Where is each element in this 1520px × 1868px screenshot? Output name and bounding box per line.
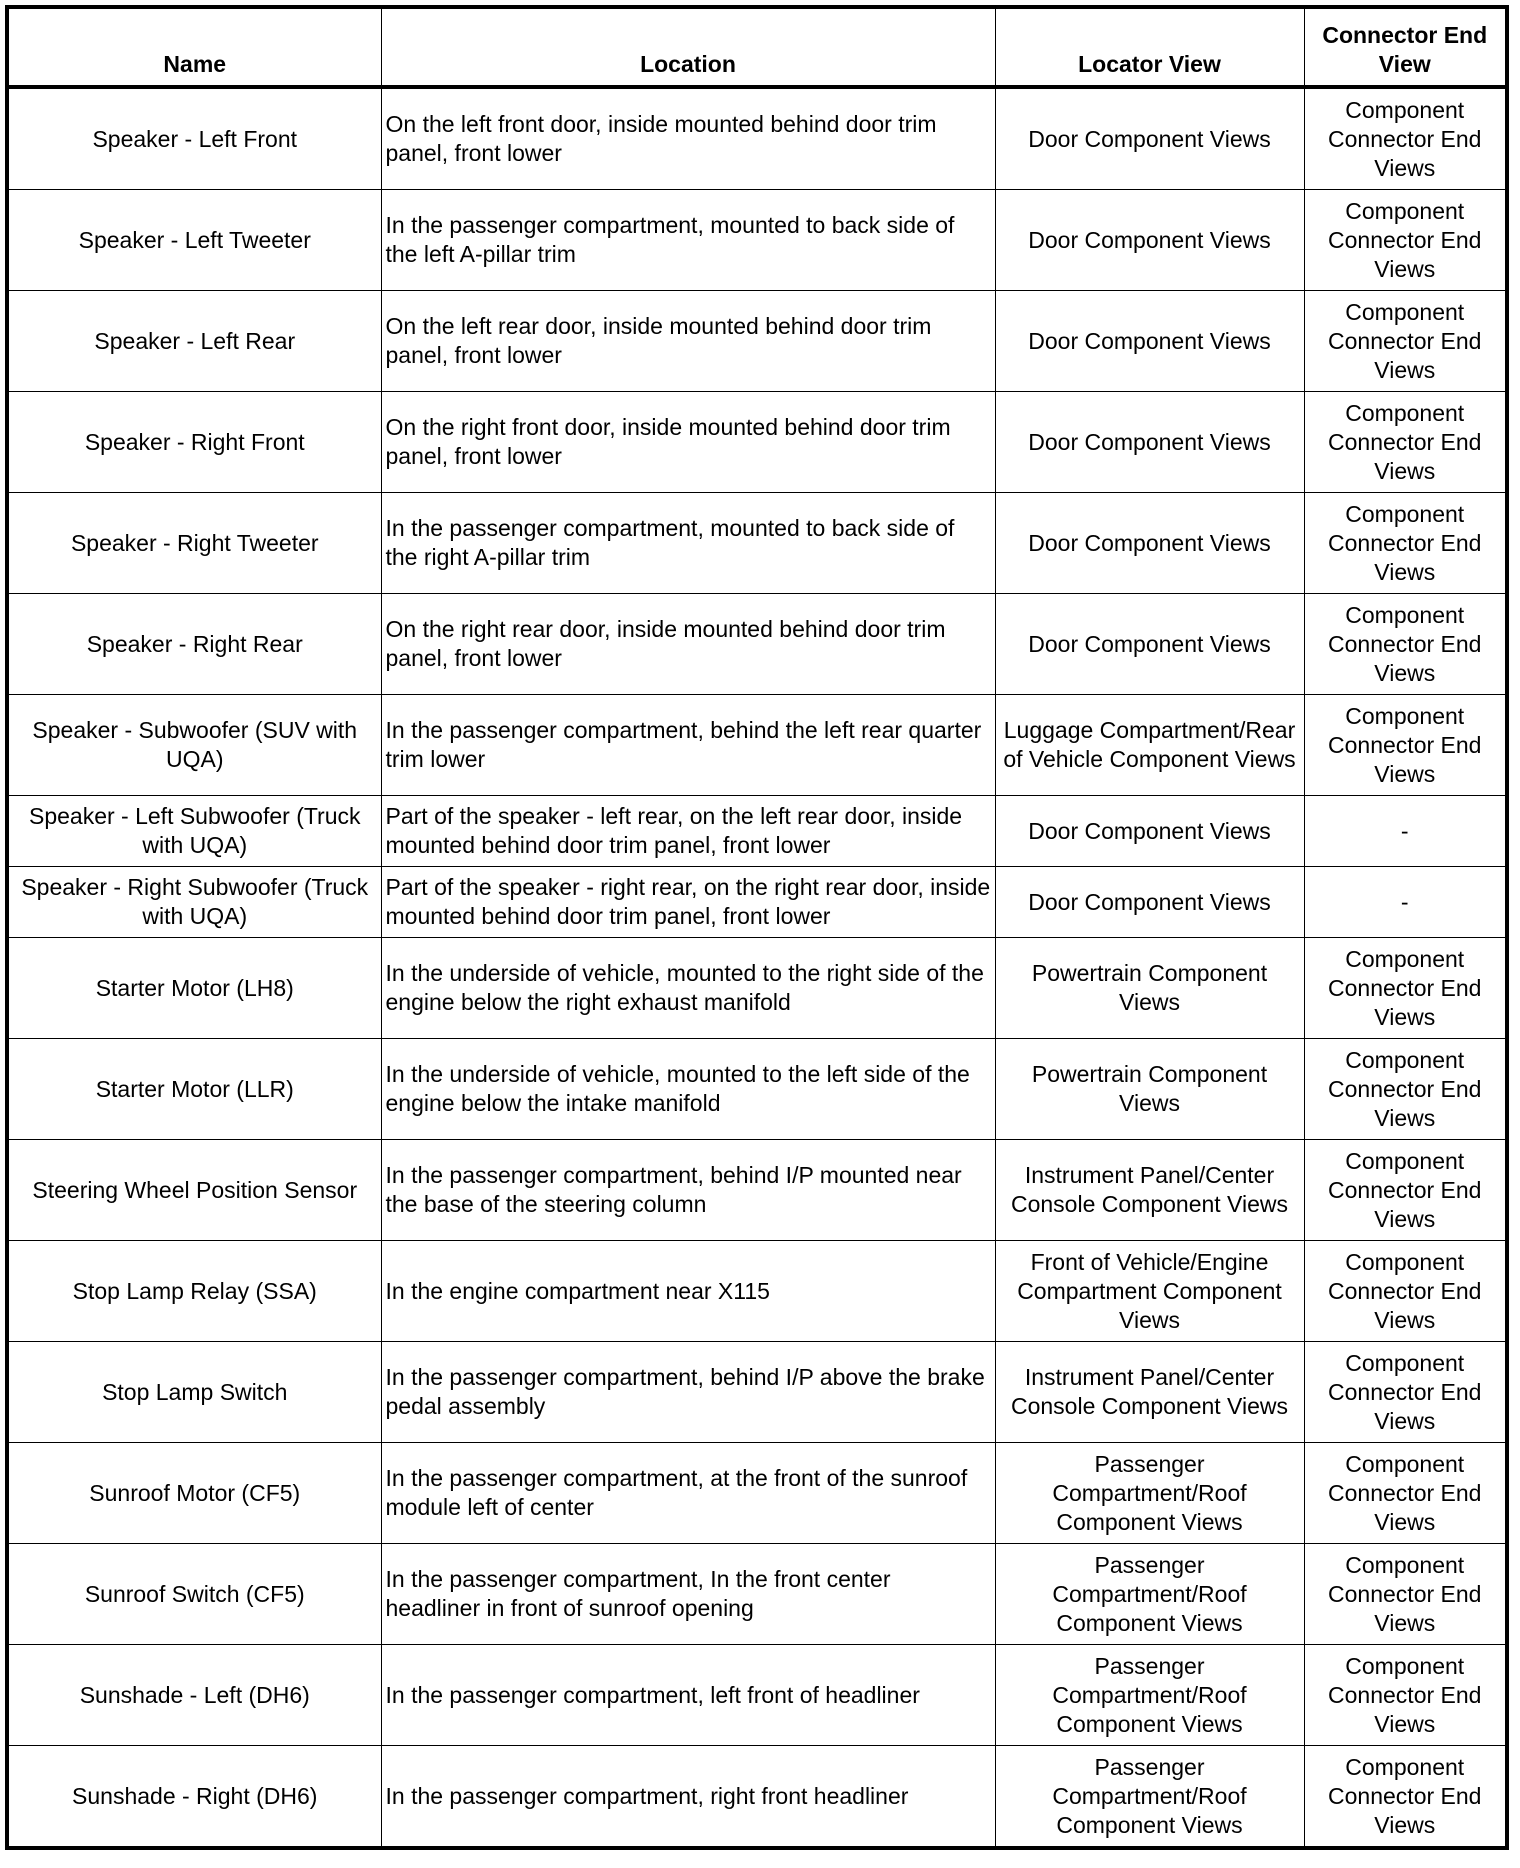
- cell-locator-view-link[interactable]: Door Component Views: [995, 867, 1304, 938]
- cell-name: Speaker - Right Front: [7, 392, 381, 493]
- cell-locator-view-link[interactable]: Passenger Compartment/Roof Component Views: [995, 1544, 1304, 1645]
- cell-location: On the right front door, inside mounted behind door trim panel, front lower: [381, 392, 995, 493]
- table-row: [7, 190, 1507, 291]
- cell-connector-end-view-link[interactable]: Component Connector End Views: [1304, 392, 1507, 493]
- table-row: [7, 1241, 1507, 1342]
- cell-name: Starter Motor (LLR): [7, 1039, 381, 1140]
- cell-location: In the underside of vehicle, mounted to the right side of the engine below the right exhaust manifold: [381, 938, 995, 1039]
- cell-locator-view-link[interactable]: Instrument Panel/Center Console Component Views: [995, 1342, 1304, 1443]
- cell-location: In the passenger compartment, right front headliner: [381, 1746, 995, 1849]
- cell-location: In the passenger compartment, left front of headliner: [381, 1645, 995, 1746]
- cell-connector-end-view-link[interactable]: Component Connector End Views: [1304, 1140, 1507, 1241]
- table-row: [7, 493, 1507, 594]
- cell-connector-end-view-link[interactable]: Component Connector End Views: [1304, 493, 1507, 594]
- cell-name: Speaker - Left Tweeter: [7, 190, 381, 291]
- table-row: [7, 867, 1507, 938]
- cell-locator-view-link[interactable]: Passenger Compartment/Roof Component Views: [995, 1645, 1304, 1746]
- cell-connector-end-view-link[interactable]: Component Connector End Views: [1304, 1241, 1507, 1342]
- cell-locator-view-link[interactable]: Door Component Views: [995, 291, 1304, 392]
- header-location: Location: [381, 7, 995, 87]
- cell-locator-view-link[interactable]: Door Component Views: [995, 594, 1304, 695]
- cell-name: Sunshade - Left (DH6): [7, 1645, 381, 1746]
- cell-locator-view-link[interactable]: Powertrain Component Views: [995, 1039, 1304, 1140]
- table-row: [7, 291, 1507, 392]
- cell-location: In the passenger compartment, In the front center headliner in front of sunroof opening: [381, 1544, 995, 1645]
- cell-name: Speaker - Right Subwoofer (Truck with UQA): [7, 867, 381, 938]
- cell-connector-end-view-link[interactable]: Component Connector End Views: [1304, 695, 1507, 796]
- cell-name: Speaker - Right Tweeter: [7, 493, 381, 594]
- cell-location: In the passenger compartment, behind I/P above the brake pedal assembly: [381, 1342, 995, 1443]
- cell-locator-view-link[interactable]: Passenger Compartment/Roof Component Views: [995, 1746, 1304, 1849]
- cell-locator-view-link[interactable]: Door Component Views: [995, 796, 1304, 867]
- cell-connector-end-view-link[interactable]: Component Connector End Views: [1304, 594, 1507, 695]
- cell-name: Speaker - Left Front: [7, 87, 381, 190]
- table-row: [7, 1544, 1507, 1645]
- cell-name: Sunroof Switch (CF5): [7, 1544, 381, 1645]
- table-row: [7, 796, 1507, 867]
- cell-location: In the underside of vehicle, mounted to the left side of the engine below the intake manifold: [381, 1039, 995, 1140]
- cell-location: On the left rear door, inside mounted behind door trim panel, front lower: [381, 291, 995, 392]
- cell-connector-end-view-link[interactable]: Component Connector End Views: [1304, 1443, 1507, 1544]
- table-row: [7, 695, 1507, 796]
- table-row: [7, 1746, 1507, 1849]
- table-row: [7, 594, 1507, 695]
- cell-name: Sunroof Motor (CF5): [7, 1443, 381, 1544]
- cell-locator-view-link[interactable]: Instrument Panel/Center Console Component Views: [995, 1140, 1304, 1241]
- cell-location: Part of the speaker - left rear, on the left rear door, inside mounted behind door trim panel, front lower: [381, 796, 995, 867]
- cell-locator-view-link[interactable]: Door Component Views: [995, 190, 1304, 291]
- cell-connector-end-view-link[interactable]: Component Connector End Views: [1304, 1544, 1507, 1645]
- cell-location: In the passenger compartment, behind the left rear quarter trim lower: [381, 695, 995, 796]
- cell-location: In the passenger compartment, behind I/P mounted near the base of the steering column: [381, 1140, 995, 1241]
- cell-locator-view-link[interactable]: Door Component Views: [995, 87, 1304, 190]
- cell-location: In the passenger compartment, mounted to back side of the right A-pillar trim: [381, 493, 995, 594]
- table-row: [7, 392, 1507, 493]
- cell-name: Sunshade - Right (DH6): [7, 1746, 381, 1849]
- table-row: [7, 938, 1507, 1039]
- cell-location: In the passenger compartment, at the front of the sunroof module left of center: [381, 1443, 995, 1544]
- table-row: [7, 87, 1507, 190]
- cell-location: On the left front door, inside mounted behind door trim panel, front lower: [381, 87, 995, 190]
- cell-locator-view-link[interactable]: Door Component Views: [995, 392, 1304, 493]
- cell-name: Stop Lamp Switch: [7, 1342, 381, 1443]
- cell-location: Part of the speaker - right rear, on the right rear door, inside mounted behind door trim panel, front lower: [381, 867, 995, 938]
- cell-connector-end-view-link[interactable]: Component Connector End Views: [1304, 1645, 1507, 1746]
- cell-name: Speaker - Left Rear: [7, 291, 381, 392]
- cell-locator-view-link[interactable]: Door Component Views: [995, 493, 1304, 594]
- table-row: [7, 1140, 1507, 1241]
- cell-name: Stop Lamp Relay (SSA): [7, 1241, 381, 1342]
- header-name: Name: [7, 7, 381, 87]
- header-locator-view: Locator View: [995, 7, 1304, 87]
- cell-connector-end-view-link[interactable]: Component Connector End Views: [1304, 1746, 1507, 1849]
- cell-connector-end-view-link[interactable]: Component Connector End Views: [1304, 190, 1507, 291]
- cell-connector-end-view-link[interactable]: Component Connector End Views: [1304, 291, 1507, 392]
- cell-location: In the engine compartment near X115: [381, 1241, 995, 1342]
- cell-name: Steering Wheel Position Sensor: [7, 1140, 381, 1241]
- cell-name: Starter Motor (LH8): [7, 938, 381, 1039]
- cell-connector-end-view-link[interactable]: Component Connector End Views: [1304, 1342, 1507, 1443]
- table-row: [7, 1443, 1507, 1544]
- cell-name: Speaker - Subwoofer (SUV with UQA): [7, 695, 381, 796]
- cell-name: Speaker - Left Subwoofer (Truck with UQA): [7, 796, 381, 867]
- cell-connector-end-view: -: [1304, 867, 1507, 938]
- cell-locator-view-link[interactable]: Luggage Compartment/Rear of Vehicle Component Views: [995, 695, 1304, 796]
- cell-location: In the passenger compartment, mounted to back side of the left A-pillar trim: [381, 190, 995, 291]
- cell-location: On the right rear door, inside mounted behind door trim panel, front lower: [381, 594, 995, 695]
- cell-connector-end-view: -: [1304, 796, 1507, 867]
- cell-locator-view-link[interactable]: Powertrain Component Views: [995, 938, 1304, 1039]
- cell-connector-end-view-link[interactable]: Component Connector End Views: [1304, 938, 1507, 1039]
- table-row: [7, 1342, 1507, 1443]
- cell-locator-view-link[interactable]: Passenger Compartment/Roof Component Views: [995, 1443, 1304, 1544]
- header-row: [7, 7, 1507, 87]
- header-connector-end-view: Connector End View: [1304, 7, 1507, 87]
- cell-locator-view-link[interactable]: Front of Vehicle/Engine Compartment Component Views: [995, 1241, 1304, 1342]
- cell-connector-end-view-link[interactable]: Component Connector End Views: [1304, 87, 1507, 190]
- cell-connector-end-view-link[interactable]: Component Connector End Views: [1304, 1039, 1507, 1140]
- component-locator-table: [5, 5, 1509, 1850]
- table-row: [7, 1039, 1507, 1140]
- table-row: [7, 1645, 1507, 1746]
- cell-name: Speaker - Right Rear: [7, 594, 381, 695]
